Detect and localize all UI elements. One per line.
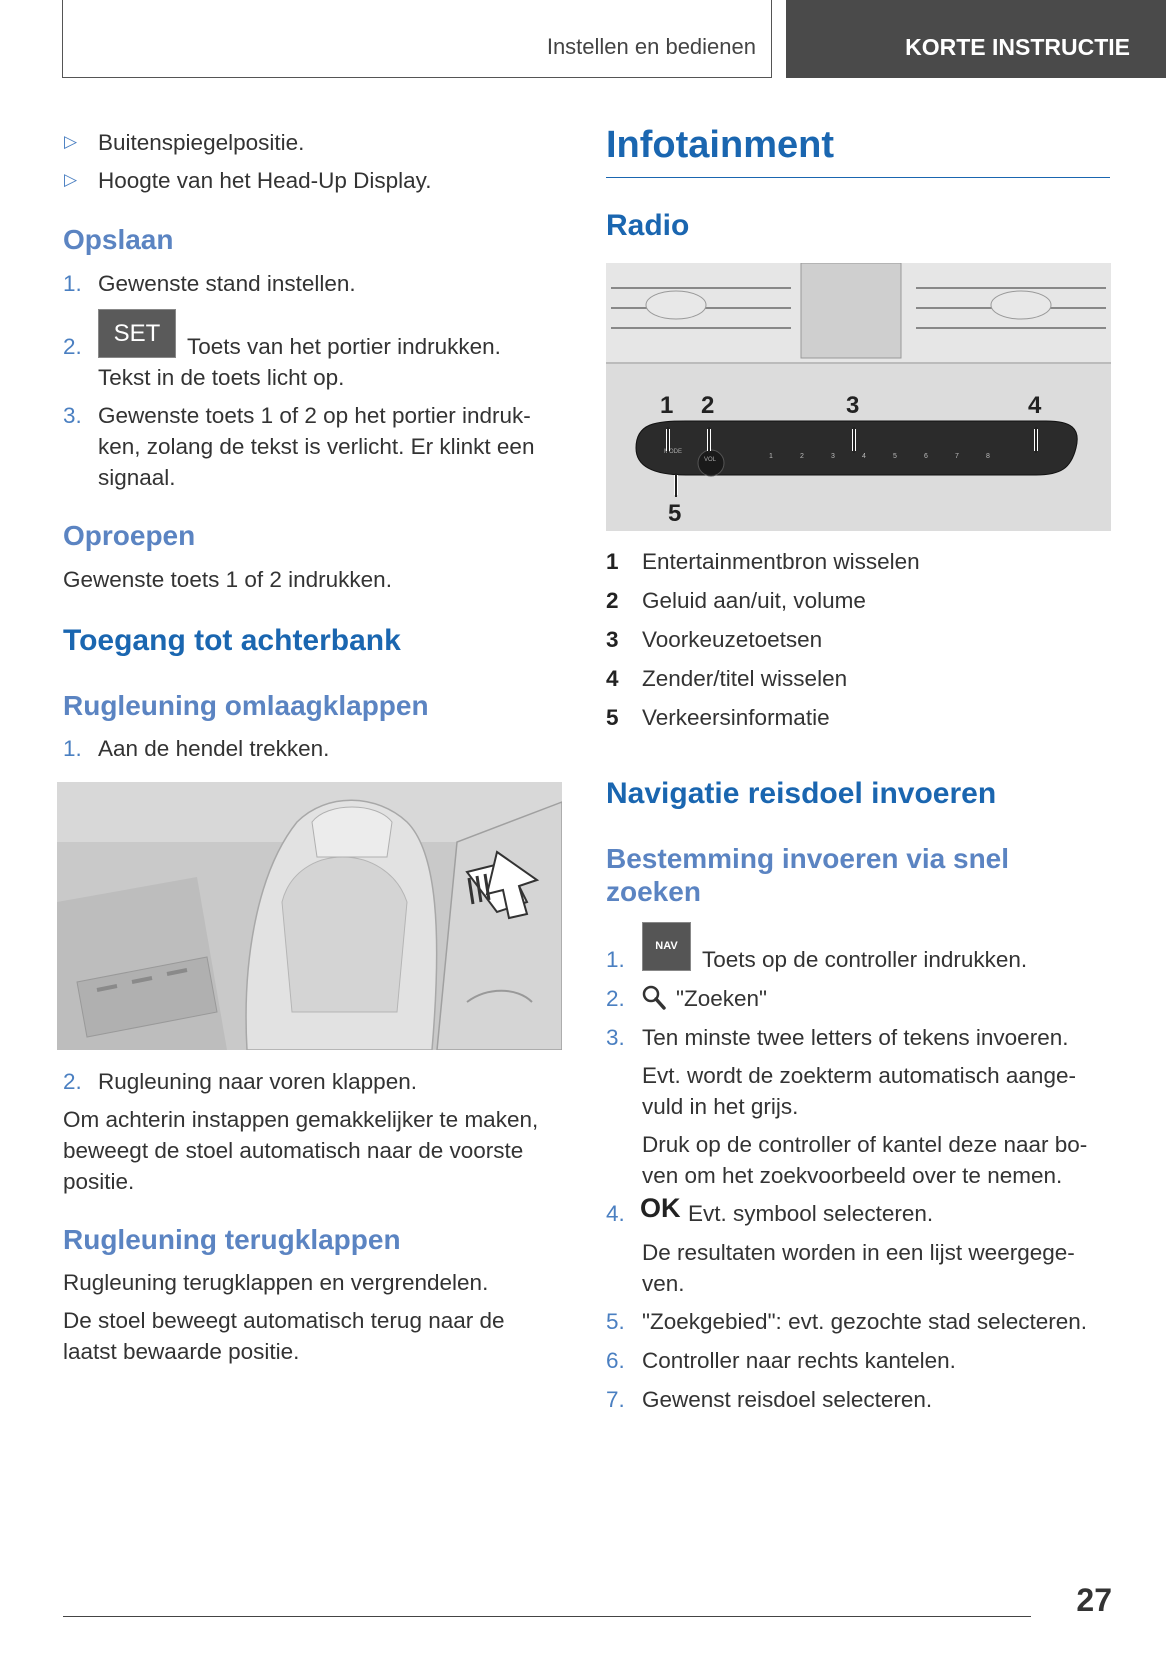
step-text: Tekst in de toets licht op.	[98, 365, 345, 390]
step-note: ven om het zoekvoorbeeld over te nemen.	[642, 1163, 1063, 1188]
step-text: Ten minste twee letters of tekens invoeren.	[642, 1025, 1069, 1050]
bullet-item: Hoogte van het Head-Up Display.	[98, 168, 432, 193]
snel-zoeken-heading: Bestemming invoeren via snel	[606, 843, 1010, 874]
search-icon	[642, 985, 666, 1011]
legend-text: Verkeersinformatie	[642, 705, 830, 730]
terug-heading: Rugleuning terugklappen	[63, 1224, 401, 1255]
step-number: 2.	[63, 334, 82, 359]
step-text: Evt. symbool selecteren.	[688, 1201, 934, 1226]
legend-text: Voorkeuzetoetsen	[642, 627, 823, 652]
preset-label: 2	[800, 453, 804, 460]
header-section-title: Instellen en bedienen	[546, 34, 756, 59]
step-number: 7.	[606, 1387, 625, 1412]
step-text: "Zoekgebied": evt. gezochte stad selecteren.	[642, 1309, 1087, 1334]
callout-4: 4	[1028, 392, 1042, 419]
toegang-heading: Toegang tot achterbank	[63, 624, 401, 657]
legend-number: 4	[606, 666, 619, 691]
step-text: Toets van het portier indrukken.	[187, 334, 501, 359]
legend-number: 3	[606, 627, 619, 652]
omlaag-paragraph: beweegt de stoel automatisch naar de voorste	[63, 1138, 524, 1163]
set-button-icon: SET	[98, 309, 176, 358]
bullet-triangle-icon: ▷	[64, 170, 78, 189]
footer-rule	[63, 1616, 1031, 1617]
legend-number: 2	[606, 588, 619, 613]
step-number: 1.	[606, 947, 625, 972]
step-text: Controller naar rechts kantelen.	[642, 1348, 956, 1373]
step-number: 2.	[606, 986, 625, 1011]
snel-zoeken-heading: zoeken	[606, 876, 701, 907]
mode-label: MODE	[664, 449, 682, 455]
preset-label: 5	[893, 453, 897, 460]
legend-text: Geluid aan/uit, volume	[642, 588, 866, 613]
callout-3: 3	[846, 392, 860, 419]
preset-label: 3	[831, 453, 835, 460]
terug-text: laatst bewaarde positie.	[63, 1339, 300, 1364]
bullet-triangle-icon: ▷	[64, 132, 78, 151]
preset-label: 4	[862, 453, 866, 460]
infotainment-heading: Infotainment	[606, 124, 834, 166]
oproepen-heading: Oproepen	[63, 520, 196, 551]
omlaag-paragraph: positie.	[63, 1169, 135, 1194]
terug-text: De stoel beweegt automatisch terug naar de	[63, 1308, 505, 1333]
vol-label: VOL	[704, 457, 717, 463]
seat-illustration	[57, 782, 562, 1050]
nav-button-icon: NAV	[642, 922, 691, 971]
callout-5: 5	[668, 500, 682, 527]
navigatie-heading: Navigatie reisdoel invoeren	[606, 777, 997, 810]
opslaan-heading: Opslaan	[63, 224, 174, 255]
step-text: Toets op de controller indrukken.	[702, 947, 1028, 972]
step-number: 4.	[606, 1201, 625, 1226]
callout-1: 1	[660, 392, 674, 419]
preset-label: 6	[924, 453, 928, 460]
legend-text: Zender/titel wisselen	[642, 666, 848, 691]
legend-number: 1	[606, 549, 619, 574]
step-number: 3.	[63, 403, 82, 428]
terug-text: Rugleuning terugklappen en vergrendelen.	[63, 1270, 489, 1295]
legend-text: Entertainmentbron wisselen	[642, 549, 920, 574]
radio-illustration	[606, 263, 1111, 531]
step-note: Evt. wordt de zoekterm automatisch aange-	[642, 1063, 1076, 1088]
preset-label: 1	[769, 453, 773, 460]
step-text: Gewenst reisdoel selecteren.	[642, 1387, 933, 1412]
preset-label: 8	[986, 453, 990, 460]
callout-2: 2	[701, 392, 715, 419]
step-number: 1.	[63, 271, 82, 296]
step-text: Aan de hendel trekken.	[98, 736, 330, 761]
heading-rule	[606, 177, 1110, 178]
bullet-item: Buitenspiegelpositie.	[98, 130, 305, 155]
step-note: ven.	[642, 1271, 685, 1296]
step-note: Druk op de controller of kantel deze naar bo-	[642, 1132, 1088, 1157]
step-text: Rugleuning naar voren klappen.	[98, 1069, 417, 1094]
step-text: Gewenste stand instellen.	[98, 271, 356, 296]
oproepen-text: Gewenste toets 1 of 2 indrukken.	[63, 567, 392, 592]
legend-number: 5	[606, 705, 619, 730]
omlaag-heading: Rugleuning omlaagklappen	[63, 690, 429, 721]
step-text: signaal.	[98, 465, 176, 490]
step-note: vuld in het grijs.	[642, 1094, 799, 1119]
step-text: "Zoeken"	[676, 986, 768, 1011]
header-tab-label: KORTE INSTRUCTIE	[905, 34, 1130, 60]
step-text: Gewenste toets 1 of 2 op het portier indruk-	[98, 403, 531, 428]
radio-heading: Radio	[606, 209, 690, 242]
ok-symbol-icon: OK	[640, 1193, 681, 1223]
omlaag-paragraph: Om achterin instappen gemakkelijker te maken,	[63, 1107, 539, 1132]
page-number: 27	[1076, 1582, 1112, 1618]
preset-label: 7	[955, 453, 959, 460]
step-text: ken, zolang de tekst is verlicht. Er klinkt een	[98, 434, 535, 459]
step-number: 3.	[606, 1025, 625, 1050]
step-number: 2.	[63, 1069, 82, 1094]
step-number: 6.	[606, 1348, 625, 1373]
step-note: De resultaten worden in een lijst weergege-	[642, 1240, 1075, 1265]
step-number: 1.	[63, 736, 82, 761]
step-number: 5.	[606, 1309, 625, 1334]
